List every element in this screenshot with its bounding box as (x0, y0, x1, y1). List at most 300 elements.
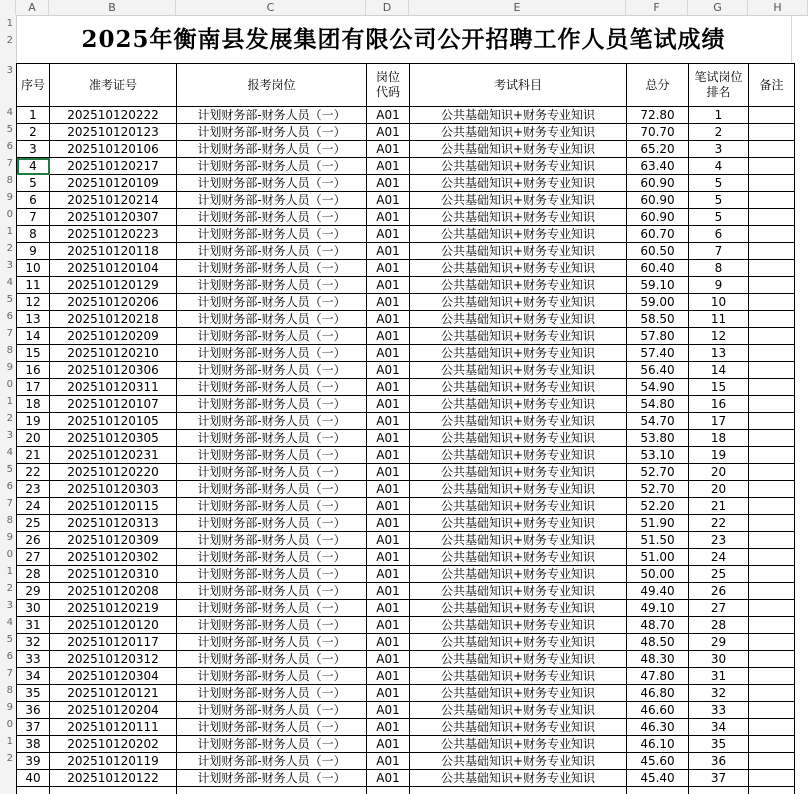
cell-rank[interactable]: 24 (689, 549, 749, 566)
cell-position[interactable]: 计划财务部-财务人员（一） (177, 294, 367, 311)
cell-subject[interactable]: 公共基础知识+财务专业知识 (410, 141, 627, 158)
cell-ticket-number[interactable]: 202510120118 (50, 243, 177, 260)
cell-subject[interactable]: 公共基础知识+财务专业知识 (410, 600, 627, 617)
row-number[interactable]: 8 (6, 175, 13, 186)
cell-total[interactable]: 50.00 (627, 566, 689, 583)
row-number[interactable]: 9 (6, 702, 13, 713)
cell-position-code[interactable]: A01 (367, 311, 410, 328)
cell-subject[interactable]: 公共基础知识+财务专业知识 (410, 770, 627, 787)
cell-position[interactable]: 计划财务部-财务人员（一） (177, 634, 367, 651)
cell-ticket-number[interactable]: 202510120311 (50, 379, 177, 396)
cell-seq[interactable]: 20 (17, 430, 50, 447)
cell-ticket-number[interactable]: 202510120129 (50, 277, 177, 294)
cell-position-code[interactable]: A01 (367, 430, 410, 447)
cell-rank[interactable]: 19 (689, 447, 749, 464)
row-number[interactable]: 3 (6, 260, 13, 271)
cell-total[interactable]: 59.00 (627, 294, 689, 311)
cell-seq[interactable]: 36 (17, 702, 50, 719)
cell-total[interactable]: 52.20 (627, 498, 689, 515)
row-number[interactable]: 7 (6, 668, 13, 679)
cell-seq[interactable]: 22 (17, 464, 50, 481)
cell-empty[interactable] (749, 787, 795, 794)
cell-ticket-number[interactable]: 202510120122 (50, 770, 177, 787)
cell-remark[interactable] (749, 141, 795, 158)
cell-position-code[interactable]: A01 (367, 668, 410, 685)
cell-seq[interactable]: 9 (17, 243, 50, 260)
cell-total[interactable]: 53.80 (627, 430, 689, 447)
cell-total[interactable]: 54.70 (627, 413, 689, 430)
cell-remark[interactable] (749, 175, 795, 192)
cell-seq[interactable]: 28 (17, 566, 50, 583)
header-position-code[interactable] (367, 64, 410, 107)
cell-position-code[interactable]: A01 (367, 345, 410, 362)
cell-total[interactable]: 54.80 (627, 396, 689, 413)
cell-ticket-number[interactable]: 202510120209 (50, 328, 177, 345)
cell-rank[interactable]: 5 (689, 209, 749, 226)
row-number[interactable]: 6 (6, 481, 13, 492)
cell-rank[interactable]: 4 (689, 158, 749, 175)
cell-position[interactable]: 计划财务部-财务人员（一） (177, 447, 367, 464)
cell-seq[interactable]: 26 (17, 532, 50, 549)
cell-ticket-number[interactable]: 202510120206 (50, 294, 177, 311)
column-header-d[interactable]: D (366, 0, 409, 15)
row-number[interactable]: 1 (6, 396, 13, 407)
header-seq[interactable]: 序号 (17, 64, 50, 107)
cell-seq[interactable]: 18 (17, 396, 50, 413)
cell-empty[interactable] (177, 787, 367, 794)
cell-ticket-number[interactable]: 202510120105 (50, 413, 177, 430)
cell-seq[interactable]: 30 (17, 600, 50, 617)
cell-position-code[interactable]: A01 (367, 515, 410, 532)
cell-rank[interactable]: 14 (689, 362, 749, 379)
column-header-g[interactable]: G (688, 0, 748, 15)
cell-empty[interactable] (17, 787, 50, 794)
cell-total[interactable]: 59.10 (627, 277, 689, 294)
cell-remark[interactable] (749, 345, 795, 362)
cell-remark[interactable] (749, 158, 795, 175)
cell-subject[interactable]: 公共基础知识+财务专业知识 (410, 209, 627, 226)
cell-total[interactable]: 53.10 (627, 447, 689, 464)
cell-total[interactable]: 60.70 (627, 226, 689, 243)
cell-ticket-number[interactable]: 202510120303 (50, 481, 177, 498)
cell-position[interactable]: 计划财务部-财务人员（一） (177, 549, 367, 566)
cell-rank[interactable]: 13 (689, 345, 749, 362)
cell-position-code[interactable]: A01 (367, 583, 410, 600)
cell-empty[interactable] (627, 787, 689, 794)
cell-position-code[interactable]: A01 (367, 634, 410, 651)
cell-position[interactable]: 计划财务部-财务人员（一） (177, 719, 367, 736)
cell-ticket-number[interactable]: 202510120204 (50, 702, 177, 719)
cell-remark[interactable] (749, 549, 795, 566)
cell-rank[interactable]: 37 (689, 770, 749, 787)
cell-subject[interactable]: 公共基础知识+财务专业知识 (410, 464, 627, 481)
cell-subject[interactable]: 公共基础知识+财务专业知识 (410, 277, 627, 294)
row-number[interactable]: 6 (6, 141, 13, 152)
cell-ticket-number[interactable]: 202510120109 (50, 175, 177, 192)
row-number[interactable]: 5 (6, 294, 13, 305)
cell-seq[interactable]: 6 (17, 192, 50, 209)
cell-position[interactable]: 计划财务部-财务人员（一） (177, 379, 367, 396)
cell-subject[interactable]: 公共基础知识+财务专业知识 (410, 668, 627, 685)
cell-remark[interactable] (749, 243, 795, 260)
cell-seq[interactable]: 12 (17, 294, 50, 311)
cell-total[interactable]: 48.70 (627, 617, 689, 634)
cell-position[interactable]: 计划财务部-财务人员（一） (177, 141, 367, 158)
row-number[interactable]: 3 (6, 430, 13, 441)
cell-total[interactable]: 54.90 (627, 379, 689, 396)
cell-remark[interactable] (749, 583, 795, 600)
cell-subject[interactable]: 公共基础知识+财务专业知识 (410, 549, 627, 566)
cell-position-code[interactable]: A01 (367, 124, 410, 141)
cell-position-code[interactable]: A01 (367, 175, 410, 192)
row-number[interactable]: 4 (6, 617, 13, 628)
cell-remark[interactable] (749, 124, 795, 141)
cell-position[interactable]: 计划财务部-财务人员（一） (177, 617, 367, 634)
cell-remark[interactable] (749, 107, 795, 124)
row-number[interactable]: 7 (6, 158, 13, 169)
cell-position-code[interactable]: A01 (367, 192, 410, 209)
cell-total[interactable]: 70.70 (627, 124, 689, 141)
cell-subject[interactable]: 公共基础知识+财务专业知识 (410, 243, 627, 260)
cell-position[interactable]: 计划财务部-财务人员（一） (177, 753, 367, 770)
cell-total[interactable]: 46.10 (627, 736, 689, 753)
cell-position[interactable]: 计划财务部-财务人员（一） (177, 396, 367, 413)
cell-total[interactable]: 65.20 (627, 141, 689, 158)
cell-position[interactable]: 计划财务部-财务人员（一） (177, 736, 367, 753)
cell-subject[interactable]: 公共基础知识+财务专业知识 (410, 583, 627, 600)
cell-position-code[interactable]: A01 (367, 447, 410, 464)
cell-position-code[interactable]: A01 (367, 379, 410, 396)
header-position[interactable]: 报考岗位 (177, 64, 367, 107)
cell-remark[interactable] (749, 226, 795, 243)
cell-ticket-number[interactable]: 202510120312 (50, 651, 177, 668)
row-number[interactable]: 7 (6, 328, 13, 339)
cell-rank[interactable]: 18 (689, 430, 749, 447)
cell-subject[interactable]: 公共基础知识+财务专业知识 (410, 617, 627, 634)
cell-position[interactable]: 计划财务部-财务人员（一） (177, 515, 367, 532)
cell-subject[interactable]: 公共基础知识+财务专业知识 (410, 481, 627, 498)
cell-ticket-number[interactable]: 202510120222 (50, 107, 177, 124)
cell-rank[interactable]: 21 (689, 498, 749, 515)
row-number[interactable]: 6 (6, 311, 13, 322)
cell-ticket-number[interactable]: 202510120117 (50, 634, 177, 651)
cell-subject[interactable]: 公共基础知识+财务专业知识 (410, 447, 627, 464)
cell-position[interactable]: 计划财务部-财务人员（一） (177, 192, 367, 209)
column-header-a[interactable]: A (16, 0, 49, 15)
cell-total[interactable]: 51.90 (627, 515, 689, 532)
cell-seq[interactable]: 38 (17, 736, 50, 753)
cell-rank[interactable]: 31 (689, 668, 749, 685)
cell-remark[interactable] (749, 430, 795, 447)
cell-seq[interactable]: 4 (17, 158, 50, 175)
row-number[interactable]: 4 (6, 277, 13, 288)
header-ticket-number[interactable]: 准考证号 (50, 64, 177, 107)
cell-rank[interactable]: 9 (689, 277, 749, 294)
cell-seq[interactable]: 39 (17, 753, 50, 770)
cell-seq[interactable]: 29 (17, 583, 50, 600)
cell-remark[interactable] (749, 753, 795, 770)
row-number[interactable]: 8 (6, 515, 13, 526)
cell-subject[interactable]: 公共基础知识+财务专业知识 (410, 328, 627, 345)
cell-total[interactable]: 57.40 (627, 345, 689, 362)
cell-position-code[interactable]: A01 (367, 107, 410, 124)
row-number[interactable]: 5 (6, 634, 13, 645)
cell-ticket-number[interactable]: 202510120123 (50, 124, 177, 141)
row-number[interactable]: 2 (6, 583, 13, 594)
cell-position-code[interactable]: A01 (367, 158, 410, 175)
row-number[interactable]: 1 (6, 566, 13, 577)
cell-seq[interactable]: 24 (17, 498, 50, 515)
cell-ticket-number[interactable]: 202510120119 (50, 753, 177, 770)
cell-ticket-number[interactable]: 202510120305 (50, 430, 177, 447)
column-header-b[interactable]: B (49, 0, 176, 15)
cell-remark[interactable] (749, 481, 795, 498)
cell-rank[interactable]: 8 (689, 260, 749, 277)
cell-seq[interactable]: 8 (17, 226, 50, 243)
cell-total[interactable]: 47.80 (627, 668, 689, 685)
cell-seq[interactable]: 35 (17, 685, 50, 702)
cell-position[interactable]: 计划财务部-财务人员（一） (177, 566, 367, 583)
cell-ticket-number[interactable]: 202510120223 (50, 226, 177, 243)
cell-total[interactable]: 49.40 (627, 583, 689, 600)
cell-subject[interactable]: 公共基础知识+财务专业知识 (410, 498, 627, 515)
header-rank[interactable] (689, 64, 749, 107)
cell-ticket-number[interactable]: 202510120306 (50, 362, 177, 379)
cell-total[interactable]: 60.90 (627, 192, 689, 209)
cell-remark[interactable] (749, 532, 795, 549)
cell-position[interactable]: 计划财务部-财务人员（一） (177, 685, 367, 702)
cell-rank[interactable]: 25 (689, 566, 749, 583)
cell-remark[interactable] (749, 209, 795, 226)
cell-ticket-number[interactable]: 202510120218 (50, 311, 177, 328)
cell-subject[interactable]: 公共基础知识+财务专业知识 (410, 294, 627, 311)
cell-ticket-number[interactable]: 202510120121 (50, 685, 177, 702)
cell-remark[interactable] (749, 736, 795, 753)
cell-remark[interactable] (749, 770, 795, 787)
cell-rank[interactable]: 27 (689, 600, 749, 617)
cell-ticket-number[interactable]: 202510120310 (50, 566, 177, 583)
row-number[interactable]: 1 (6, 18, 13, 29)
cell-position-code[interactable]: A01 (367, 481, 410, 498)
cell-position-code[interactable]: A01 (367, 209, 410, 226)
cell-subject[interactable]: 公共基础知识+财务专业知识 (410, 192, 627, 209)
cell-ticket-number[interactable]: 202510120313 (50, 515, 177, 532)
cell-remark[interactable] (749, 668, 795, 685)
row-number[interactable]: 1 (6, 226, 13, 237)
cell-total[interactable]: 46.60 (627, 702, 689, 719)
cell-total[interactable]: 46.30 (627, 719, 689, 736)
cell-position[interactable]: 计划财务部-财务人员（一） (177, 583, 367, 600)
cell-seq[interactable]: 10 (17, 260, 50, 277)
cell-seq[interactable]: 37 (17, 719, 50, 736)
cell-subject[interactable]: 公共基础知识+财务专业知识 (410, 175, 627, 192)
cell-total[interactable]: 60.50 (627, 243, 689, 260)
sheet-title[interactable]: 2025年衡南县发展集团有限公司公开招聘工作人员笔试成绩 (16, 16, 792, 63)
cell-total[interactable]: 51.50 (627, 532, 689, 549)
cell-position[interactable]: 计划财务部-财务人员（一） (177, 243, 367, 260)
column-header-h[interactable]: H (748, 0, 808, 15)
cell-total[interactable]: 60.40 (627, 260, 689, 277)
cell-subject[interactable]: 公共基础知识+财务专业知识 (410, 362, 627, 379)
cell-ticket-number[interactable]: 202510120307 (50, 209, 177, 226)
cell-total[interactable]: 72.80 (627, 107, 689, 124)
cell-position[interactable]: 计划财务部-财务人员（一） (177, 260, 367, 277)
cell-remark[interactable] (749, 311, 795, 328)
cell-subject[interactable]: 公共基础知识+财务专业知识 (410, 719, 627, 736)
cell-ticket-number[interactable]: 202510120104 (50, 260, 177, 277)
cell-subject[interactable]: 公共基础知识+财务专业知识 (410, 379, 627, 396)
cell-rank[interactable]: 5 (689, 175, 749, 192)
cell-total[interactable]: 60.90 (627, 209, 689, 226)
cell-remark[interactable] (749, 617, 795, 634)
row-number[interactable]: 9 (6, 532, 13, 543)
cell-position-code[interactable]: A01 (367, 651, 410, 668)
header-total[interactable]: 总分 (627, 64, 689, 107)
cell-remark[interactable] (749, 192, 795, 209)
cell-rank[interactable]: 36 (689, 753, 749, 770)
cell-position[interactable]: 计划财务部-财务人员（一） (177, 175, 367, 192)
cell-seq[interactable]: 23 (17, 481, 50, 498)
cell-seq[interactable]: 33 (17, 651, 50, 668)
row-number[interactable]: 2 (6, 753, 13, 764)
row-number[interactable]: 1 (6, 736, 13, 747)
cell-remark[interactable] (749, 294, 795, 311)
row-number[interactable]: 2 (6, 35, 13, 46)
cell-ticket-number[interactable]: 202510120208 (50, 583, 177, 600)
cell-subject[interactable]: 公共基础知识+财务专业知识 (410, 685, 627, 702)
row-number[interactable]: 9 (6, 362, 13, 373)
cell-remark[interactable] (749, 651, 795, 668)
cell-position[interactable]: 计划财务部-财务人员（一） (177, 668, 367, 685)
cell-subject[interactable]: 公共基础知识+财务专业知识 (410, 345, 627, 362)
cell-subject[interactable]: 公共基础知识+财务专业知识 (410, 396, 627, 413)
cell-position-code[interactable]: A01 (367, 770, 410, 787)
cell-subject[interactable]: 公共基础知识+财务专业知识 (410, 736, 627, 753)
cell-rank[interactable]: 15 (689, 379, 749, 396)
cell-seq[interactable]: 14 (17, 328, 50, 345)
cell-seq[interactable]: 17 (17, 379, 50, 396)
cell-ticket-number[interactable]: 202510120115 (50, 498, 177, 515)
cell-remark[interactable] (749, 685, 795, 702)
cell-seq[interactable]: 32 (17, 634, 50, 651)
cell-rank[interactable]: 12 (689, 328, 749, 345)
cell-empty[interactable] (410, 787, 627, 794)
column-header-e[interactable]: E (409, 0, 626, 15)
cell-remark[interactable] (749, 362, 795, 379)
cell-remark[interactable] (749, 515, 795, 532)
cell-total[interactable]: 58.50 (627, 311, 689, 328)
cell-ticket-number[interactable]: 202510120220 (50, 464, 177, 481)
cell-total[interactable]: 46.80 (627, 685, 689, 702)
cell-subject[interactable]: 公共基础知识+财务专业知识 (410, 311, 627, 328)
header-subject[interactable]: 考试科目 (410, 64, 627, 107)
cell-position-code[interactable]: A01 (367, 464, 410, 481)
cell-empty[interactable] (367, 787, 410, 794)
cell-rank[interactable]: 10 (689, 294, 749, 311)
cell-total[interactable]: 60.90 (627, 175, 689, 192)
cell-position[interactable]: 计划财务部-财务人员（一） (177, 413, 367, 430)
cell-position-code[interactable]: A01 (367, 260, 410, 277)
cell-ticket-number[interactable]: 202510120106 (50, 141, 177, 158)
cell-total[interactable]: 45.60 (627, 753, 689, 770)
cell-position-code[interactable]: A01 (367, 702, 410, 719)
cell-rank[interactable]: 28 (689, 617, 749, 634)
cell-total[interactable]: 49.10 (627, 600, 689, 617)
row-number[interactable]: 0 (6, 719, 13, 730)
cell-remark[interactable] (749, 566, 795, 583)
header-remark[interactable]: 备注 (749, 64, 795, 107)
row-number[interactable]: 5 (6, 124, 13, 135)
cell-position-code[interactable]: A01 (367, 294, 410, 311)
cell-rank[interactable]: 23 (689, 532, 749, 549)
cell-position-code[interactable]: A01 (367, 566, 410, 583)
cell-position[interactable]: 计划财务部-财务人员（一） (177, 498, 367, 515)
cell-rank[interactable]: 35 (689, 736, 749, 753)
cell-rank[interactable]: 22 (689, 515, 749, 532)
row-number[interactable]: 8 (6, 345, 13, 356)
cell-remark[interactable] (749, 396, 795, 413)
cell-subject[interactable]: 公共基础知识+财务专业知识 (410, 566, 627, 583)
cell-position[interactable]: 计划财务部-财务人员（一） (177, 158, 367, 175)
cell-total[interactable]: 51.00 (627, 549, 689, 566)
cell-position-code[interactable]: A01 (367, 549, 410, 566)
cell-rank[interactable]: 5 (689, 192, 749, 209)
column-header-f[interactable]: F (626, 0, 688, 15)
row-number[interactable]: 0 (6, 549, 13, 560)
cell-total[interactable]: 52.70 (627, 464, 689, 481)
cell-remark[interactable] (749, 464, 795, 481)
row-number[interactable]: 3 (6, 65, 13, 76)
cell-seq[interactable]: 7 (17, 209, 50, 226)
cell-position-code[interactable]: A01 (367, 413, 410, 430)
cell-position-code[interactable]: A01 (367, 617, 410, 634)
cell-position[interactable]: 计划财务部-财务人员（一） (177, 651, 367, 668)
cell-remark[interactable] (749, 379, 795, 396)
cell-ticket-number[interactable]: 202510120309 (50, 532, 177, 549)
cell-remark[interactable] (749, 413, 795, 430)
cell-total[interactable]: 52.70 (627, 481, 689, 498)
cell-seq[interactable]: 13 (17, 311, 50, 328)
cell-position[interactable]: 计划财务部-财务人员（一） (177, 770, 367, 787)
cell-rank[interactable]: 6 (689, 226, 749, 243)
cell-rank[interactable]: 26 (689, 583, 749, 600)
cell-seq[interactable]: 19 (17, 413, 50, 430)
cell-subject[interactable]: 公共基础知识+财务专业知识 (410, 430, 627, 447)
cell-total[interactable]: 48.30 (627, 651, 689, 668)
row-number[interactable]: 7 (6, 498, 13, 509)
cell-seq[interactable]: 2 (17, 124, 50, 141)
cell-seq[interactable]: 16 (17, 362, 50, 379)
cell-ticket-number[interactable]: 202510120219 (50, 600, 177, 617)
cell-position[interactable]: 计划财务部-财务人员（一） (177, 702, 367, 719)
cell-ticket-number[interactable]: 202510120231 (50, 447, 177, 464)
cell-seq[interactable]: 1 (17, 107, 50, 124)
cell-rank[interactable]: 7 (689, 243, 749, 260)
row-number[interactable]: 0 (6, 379, 13, 390)
row-number[interactable]: 6 (6, 651, 13, 662)
cell-rank[interactable]: 1 (689, 107, 749, 124)
cell-subject[interactable]: 公共基础知识+财务专业知识 (410, 107, 627, 124)
cell-rank[interactable]: 11 (689, 311, 749, 328)
cell-position[interactable]: 计划财务部-财务人员（一） (177, 124, 367, 141)
cell-rank[interactable]: 3 (689, 141, 749, 158)
cell-position[interactable]: 计划财务部-财务人员（一） (177, 311, 367, 328)
cell-position-code[interactable]: A01 (367, 226, 410, 243)
cell-rank[interactable]: 17 (689, 413, 749, 430)
column-header-c[interactable]: C (176, 0, 366, 15)
cell-ticket-number[interactable]: 202510120217 (50, 158, 177, 175)
cell-subject[interactable]: 公共基础知识+财务专业知识 (410, 702, 627, 719)
